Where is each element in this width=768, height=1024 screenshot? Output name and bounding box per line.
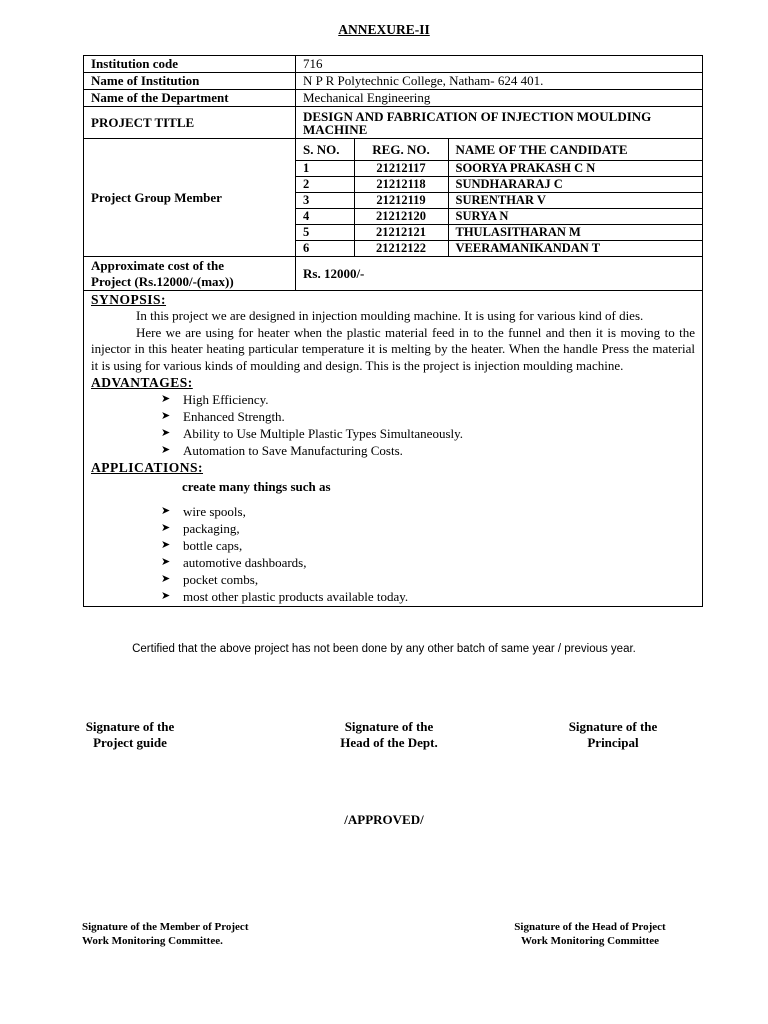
member-reg: 21212119 <box>354 193 448 209</box>
list-item <box>161 503 695 520</box>
signature-principal <box>553 719 673 751</box>
signature-head-of-dept <box>324 719 454 751</box>
advantage-text: Enhanced Strength. <box>183 409 285 424</box>
table-row <box>296 177 702 193</box>
application-text: automotive dashboards, <box>183 555 307 570</box>
arrowhead-bullet-icon: ➤ <box>161 522 171 534</box>
description-cell <box>84 291 703 607</box>
signature-project-guide <box>70 719 190 751</box>
project-details-table <box>83 55 703 607</box>
institution-name-value: N P R Polytechnic College, Natham- 624 401. <box>296 73 703 90</box>
cost-label <box>84 257 296 291</box>
member-sno: 4 <box>296 209 354 225</box>
list-item <box>161 425 695 442</box>
committee-head-line1: Signature of the Head of Project <box>514 921 666 933</box>
member-name: SUNDHARARAJ C <box>448 177 702 193</box>
row-department <box>84 90 703 107</box>
member-reg: 21212121 <box>354 225 448 241</box>
arrowhead-bullet-icon: ➤ <box>161 427 171 439</box>
arrowhead-bullet-icon: ➤ <box>161 590 171 602</box>
committee-member-line2: Work Monitoring Committee. <box>82 935 223 947</box>
name-header: NAME OF THE CANDIDATE <box>448 139 702 161</box>
arrowhead-bullet-icon: ➤ <box>161 410 171 422</box>
project-title-value: DESIGN AND FABRICATION OF INJECTION MOULDING MACHINE <box>296 107 703 139</box>
sno-header: S. NO. <box>296 139 354 161</box>
advantages-title: ADVANTAGES: <box>91 375 193 390</box>
member-name: VEERAMANIKANDAN T <box>448 241 702 257</box>
project-title-label: PROJECT TITLE <box>84 107 296 139</box>
arrowhead-bullet-icon: ➤ <box>161 444 171 456</box>
list-item <box>161 554 695 571</box>
member-sno: 1 <box>296 161 354 177</box>
group-member-label: Project Group Member <box>84 139 296 257</box>
member-name: SURYA N <box>448 209 702 225</box>
member-reg: 21212122 <box>354 241 448 257</box>
reg-header: REG. NO. <box>354 139 448 161</box>
guide-signature-line1: Signature of the <box>85 719 175 734</box>
institution-code-label: Institution code <box>84 56 296 73</box>
member-sno: 3 <box>296 193 354 209</box>
arrowhead-bullet-icon: ➤ <box>161 505 171 517</box>
applications-title: APPLICATIONS: <box>91 460 204 475</box>
table-row <box>296 209 702 225</box>
list-item <box>161 571 695 588</box>
department-label: Name of the Department <box>84 90 296 107</box>
list-item <box>161 391 695 408</box>
row-description <box>84 291 703 607</box>
list-item <box>161 537 695 554</box>
member-sno: 6 <box>296 241 354 257</box>
hod-signature-line1: Signature of the <box>344 719 434 734</box>
guide-signature-line2: Project guide <box>93 735 167 750</box>
institution-code-value: 716 <box>296 56 703 73</box>
application-text: packaging, <box>183 521 240 536</box>
application-text: wire spools, <box>183 504 246 519</box>
table-row <box>296 161 702 177</box>
member-sno: 5 <box>296 225 354 241</box>
member-reg: 21212117 <box>354 161 448 177</box>
member-name: SURENTHAR V <box>448 193 702 209</box>
application-text: most other plastic products available today. <box>183 589 409 604</box>
cost-label-line1: Approximate cost of the <box>91 257 224 273</box>
cost-value: Rs. 12000/- <box>296 257 703 291</box>
advantage-text: Automation to Save Manufacturing Costs. <box>183 443 403 458</box>
row-institution-name <box>84 73 703 90</box>
table-row <box>296 241 702 257</box>
approved-stamp: /APPROVED/ <box>344 812 424 827</box>
arrowhead-bullet-icon: ➤ <box>161 573 171 585</box>
signature-committee-member <box>82 920 322 948</box>
member-sno: 2 <box>296 177 354 193</box>
list-item <box>161 520 695 537</box>
cost-label-line2: Project (Rs.12000/-(max)) <box>91 273 234 289</box>
institution-name-label: Name of Institution <box>84 73 296 90</box>
members-table <box>296 139 702 256</box>
principal-signature-line1: Signature of the <box>568 719 658 734</box>
member-reg: 21212120 <box>354 209 448 225</box>
application-text: bottle caps, <box>183 538 243 553</box>
advantage-text: High Efficiency. <box>183 392 269 407</box>
committee-head-line2: Work Monitoring Committee <box>520 935 660 947</box>
row-group-members <box>84 139 703 257</box>
table-row <box>296 225 702 241</box>
principal-signature-line2: Principal <box>587 735 639 750</box>
arrowhead-bullet-icon: ➤ <box>161 393 171 405</box>
row-project-title <box>84 107 703 139</box>
applications-list <box>91 503 695 605</box>
arrowhead-bullet-icon: ➤ <box>161 539 171 551</box>
table-row <box>296 193 702 209</box>
group-member-cell <box>296 139 703 257</box>
advantages-list <box>91 391 695 459</box>
row-institution-code <box>84 56 703 73</box>
member-reg: 21212118 <box>354 177 448 193</box>
committee-member-line1: Signature of the Member of Project <box>82 921 249 933</box>
list-item <box>161 442 695 459</box>
advantage-text: Ability to Use Multiple Plastic Types Simultaneously. <box>183 426 464 441</box>
row-cost <box>84 257 703 291</box>
synopsis-paragraph-1: In this project we are designed in injection moulding machine. It is using for various kind of dies. <box>136 308 644 323</box>
members-header-row <box>296 139 702 161</box>
department-value: Mechanical Engineering <box>296 90 703 107</box>
synopsis-paragraph-2: Here we are using for heater when the plastic material feed in to the funnel and then it is moving to the injector in this heater heating particular temperature it is melting by the heater. When the handle Press the material it is using for various kinds of moulding and design. This is the project is injection moulding machine. <box>91 324 695 373</box>
synopsis-title: SYNOPSIS: <box>91 292 167 307</box>
hod-signature-line2: Head of the Dept. <box>340 735 438 750</box>
list-item <box>161 408 695 425</box>
application-text: pocket combs, <box>183 572 259 587</box>
annexure-heading: ANNEXURE-II <box>338 22 430 37</box>
signature-committee-head <box>480 920 700 948</box>
certification-statement: Certified that the above project has not been done by any other batch of same year / previous year. <box>132 643 636 655</box>
applications-subtitle: create many things such as <box>182 479 331 494</box>
list-item <box>161 588 695 605</box>
member-name: THULASITHARAN M <box>448 225 702 241</box>
member-name: SOORYA PRAKASH C N <box>448 161 702 177</box>
arrowhead-bullet-icon: ➤ <box>161 556 171 568</box>
